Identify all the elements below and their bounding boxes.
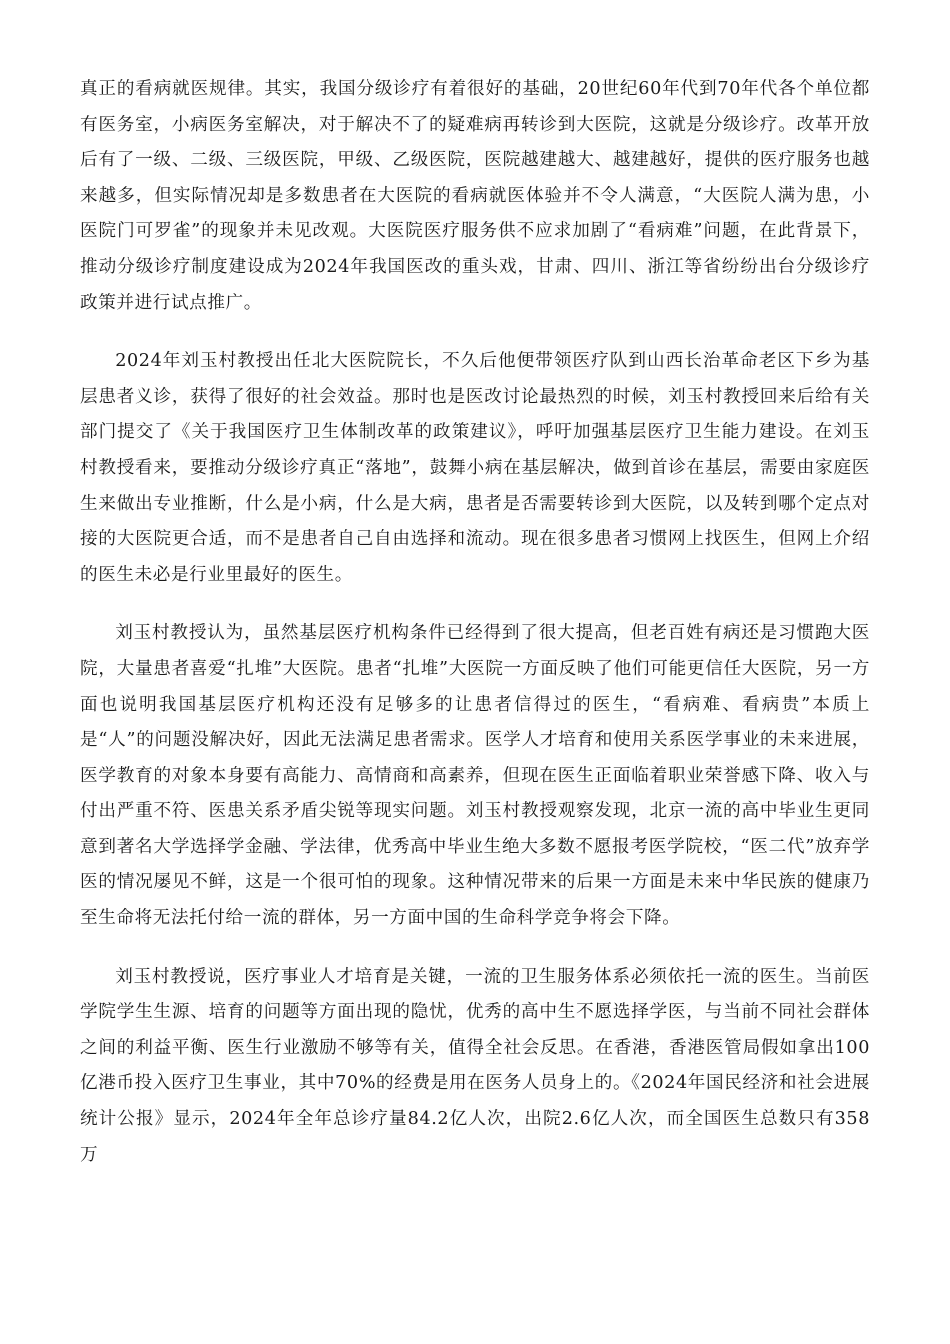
document-body [80,72,870,1196]
paragraph-1: 真正的看病就医规律。其实，我国分级诊疗有着很好的基础，20世纪60年代到70年代各个单位都有医务室，小病医务室解决，对于解决不了的疑难病再转诊到大医院，这就是分级诊疗。改革开放后有了一级、二级、三级医院，甲级、乙级医院，医院越建越大、越建越好，提供的医疗服务也越来越多，但实际情况却是多数患者在大医院的看病就医体验并不令人满意，“大医院人满为患，小医院门可罗雀”的现象并未见改观。大医院医疗服务供不应求加剧了“看病难”问题，在此背景下，推动分级诊疗制度建设成为2024年我国医改的重头戏，甘肃、四川、浙江等省纷纷出台分级诊疗政策并进行试点推广。 [80,79,870,313]
paragraph-4: 刘玉村教授说，医疗事业人才培育是关键，一流的卫生服务体系必须依托一流的医生。当前医学院学生生源、培育的问题等方面出现的隐忧，优秀的高中生不愿选择学医，与当前不同社会群体之间的利益平衡、医生行业激励不够等有关，值得全社会反思。在香港，香港医管局假如拿出100亿港币投入医疗卫生事业，其中70%的经费是用在医务人员身上的。《2024年国民经济和社会进展统计公报》显示，2024年全年总诊疗量84.2亿人次，出院2.6亿人次，而全国医生总数只有358万 [80,966,870,1165]
paragraph-3: 刘玉村教授认为，虽然基层医疗机构条件已经得到了很大提高，但老百姓有病还是习惯跑大医院，大量患者喜爱“扎堆”大医院。患者“扎堆”大医院一方面反映了他们可能更信任大医院，另一方面也说明我国基层医疗机构还没有足够多的让患者信得过的医生，“看病难、看病贵”本质上是“人”的问题没解决好，因此无法满足患者需求。医学人才培育和使用关系医学事业的未来进展，医学教育的对象本身要有高能力、高情商和高素养，但现在医生正面临着职业荣誉感下降、收入与付出严重不符、医患关系矛盾尖锐等现实问题。刘玉村教授观察发现，北京一流的高中毕业生更同意到著名大学选择学金融、学法律，优秀高中毕业生绝大多数不愿报考医学院校，“医二代”放弃学医的情况屡见不鲜，这是一个很可怕的现象。这种情况带来的后果一方面是未来中华民族的健康乃至生命将无法托付给一流的群体，另一方面中国的生命科学竞争将会下降。 [80,623,870,929]
paragraph-2: 2024年刘玉村教授出任北大医院院长，不久后他便带领医疗队到山西长治革命老区下乡为基层患者义诊，获得了很好的社会效益。那时也是医改讨论最热烈的时候，刘玉村教授回来后给有关部门提交了《关于我国医疗卫生体制改革的政策建议》，呼吁加强基层医疗卫生能力建设。在刘玉村教授看来，要推动分级诊疗真正“落地”，鼓舞小病在基层解决，做到首诊在基层，需要由家庭医生来做出专业推断，什么是小病，什么是大病，患者是否需要转诊到大医院，以及转到哪个定点对接的大医院更合适，而不是患者自己自由选择和流动。现在很多患者习惯网上找医生，但网上介绍的医生未必是行业里最好的医生。 [80,351,870,585]
